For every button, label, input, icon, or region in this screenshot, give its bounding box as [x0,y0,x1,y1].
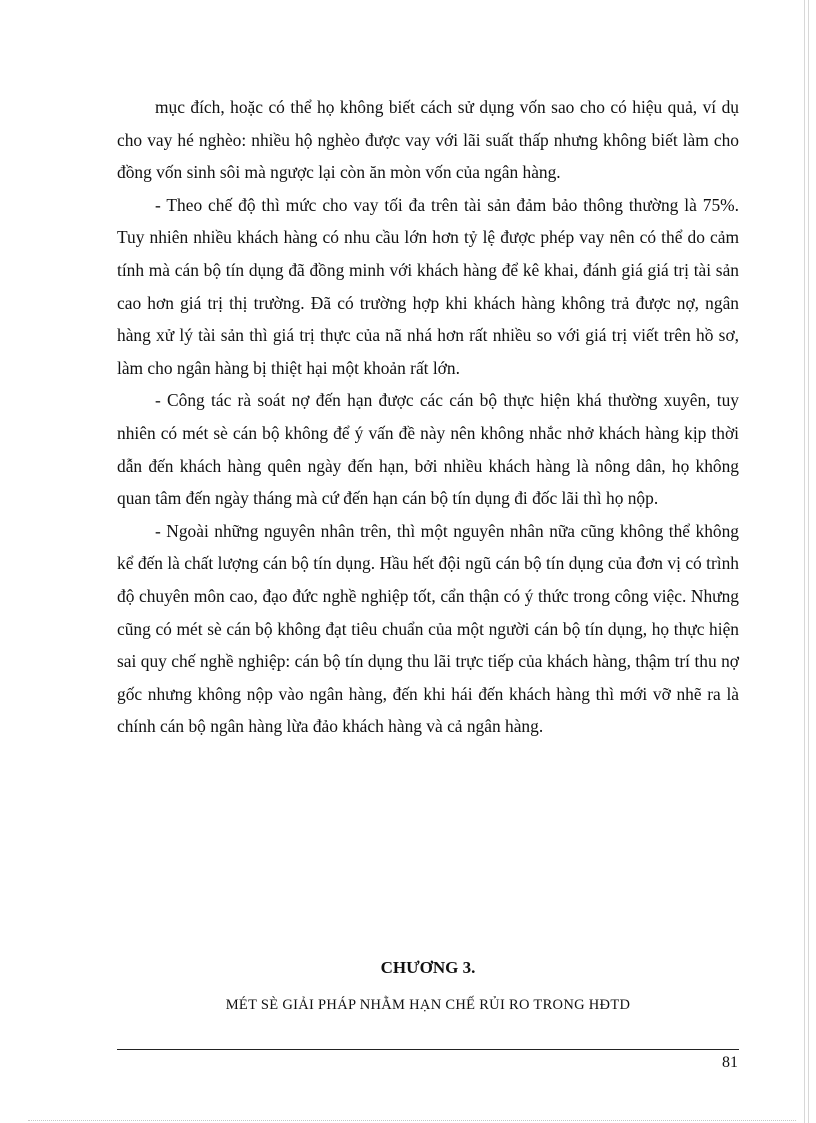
paragraph-1: mục đích, hoặc có thể họ không biết cách sử dụng vốn sao cho có hiệu quả, ví dụ cho vay hé nghèo: nhiều hộ nghèo được vay với lãi suất thấp nhưng không biết làm cho đồng vốn sinh sôi mà ngược lại còn ăn mòn vốn của ngân hàng. [117,97,739,183]
footer-divider [117,1049,739,1050]
page-border-bottom [28,1120,796,1121]
body-text [117,91,739,743]
page-border-right [804,0,809,1123]
paragraph-4: - Ngoài những nguyên nhân trên, thì một nguyên nhân nữa cũng không thể không kể đến là chất lượng cán bộ tín dụng. Hầu hết đội ngũ cán bộ tín dụng của đơn vị có trình độ chuyên môn cao, đạo đức nghề nghiệp tốt, cẩn thận có ý thức trong công việc. Nhưng cũng có mét sè cán bộ không đạt tiêu chuẩn của một người cán bộ tín dụng, họ thực hiện sai quy chế nghề nghiệp: cán bộ tín dụng thu lãi trực tiếp của khách hàng, thậm trí thu nợ gốc nhưng không nộp vào ngân hàng, đến khi hái đến khách hàng thì mới vỡ nhẽ ra là chính cán bộ ngân hàng lừa đảo khách hàng và cả ngân hàng. [117,520,739,737]
chapter-subtitle: MÉT SÈ GIẢI PHÁP NHẰM HẠN CHẾ RỦI RO TRONG HĐTD [225,997,631,1013]
paragraph-3: - Công tác rà soát nợ đến hạn được các cán bộ thực hiện khá thường xuyên, tuy nhiên có mét sè cán bộ không để ý vấn đề này nên không nhắc nhở khách hàng kịp thời dẫn đến khách hàng quên ngày đến hạn, bởi nhiều khách hàng là nông dân, họ không quan tâm đến ngày tháng mà cứ đến hạn cán bộ tín dụng đi đốc lãi thì họ nộp. [117,390,739,509]
paragraph-2: - Theo chế độ thì mức cho vay tối đa trên tài sản đảm bảo thông thường là 75%. Tuy nhiên nhiều khách hàng có nhu cầu lớn hơn tỷ lệ được phép vay nên có thể do cảm tính mà cán bộ tín dụng đã đồng minh với khách hàng để kê khai, đánh giá giá trị tài sản cao hơn giá trị thị trường. Đã có trường hợp khi khách hàng không trả được nợ, ngân hàng xử lý tài sản thì giá trị thực của nã nhá hơn rất nhiều so với giá trị viết trên hồ sơ, làm cho ngân hàng bị thiệt hại một khoản rất lớn. [117,194,739,378]
page-number: 81 [722,1054,738,1071]
chapter-title: CHƯƠNG 3. [380,958,476,977]
